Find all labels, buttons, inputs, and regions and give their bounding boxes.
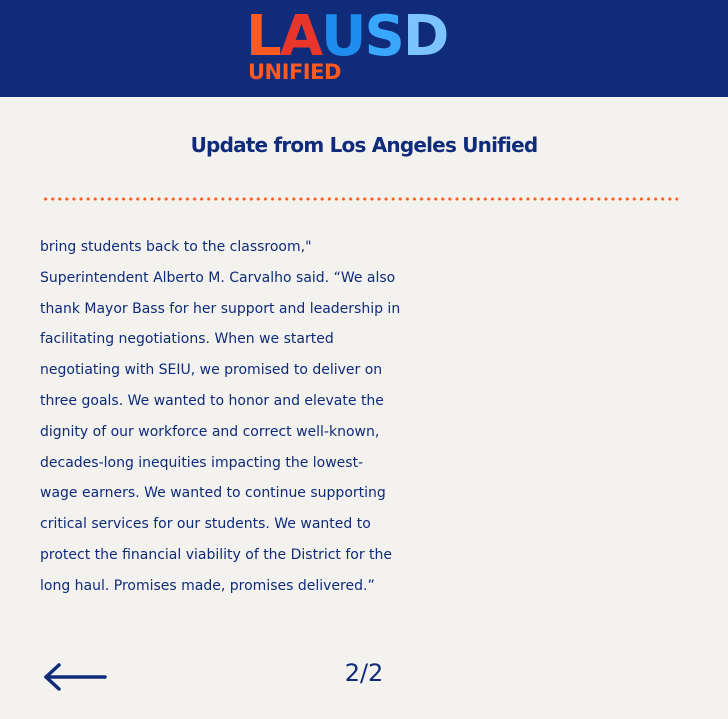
body-line: Superintendent Alberto M. Carvalho said. “We also [40, 269, 396, 286]
logo-letter-s: S [364, 4, 403, 69]
arrow-left-icon[interactable] [42, 662, 108, 692]
logo-letters [246, 4, 448, 69]
body-line: bring students back to the classroom," [40, 239, 312, 255]
logo-subtitle: UNIFIED [248, 60, 341, 84]
body-line: critical services for our students. We wanted to [40, 516, 371, 533]
body-line: wage earners. We wanted to continue supporting [40, 485, 386, 502]
body-line: protect the financial viability of the District for the [40, 546, 393, 563]
body-line: three goals. We wanted to honor and elevate the [40, 392, 384, 409]
body-line: facilitating negotiations. When we started [40, 331, 334, 348]
logo-letter-a: A [279, 4, 322, 69]
body-line: decades-long inequities impacting the lowest- [40, 454, 364, 471]
page-indicator: 2/2 [344, 659, 384, 687]
dotted-divider [42, 197, 678, 201]
page-title: Update from Los Angeles Unified [190, 133, 538, 157]
lausd-logo [246, 4, 486, 85]
article-body [40, 232, 700, 602]
logo-letter-u: U [321, 4, 365, 69]
header-bar [0, 0, 728, 97]
body-line: long haul. Promises made, promises delivered.” [40, 577, 375, 594]
logo-letter-l: L [246, 4, 280, 69]
body-line: thank Mayor Bass for her support and leadership in [40, 300, 401, 317]
logo-letter-d: D [402, 4, 448, 69]
body-line: negotiating with SEIU, we promised to deliver on [40, 362, 383, 379]
body-line: dignity of our workforce and correct well-known, [40, 423, 380, 440]
